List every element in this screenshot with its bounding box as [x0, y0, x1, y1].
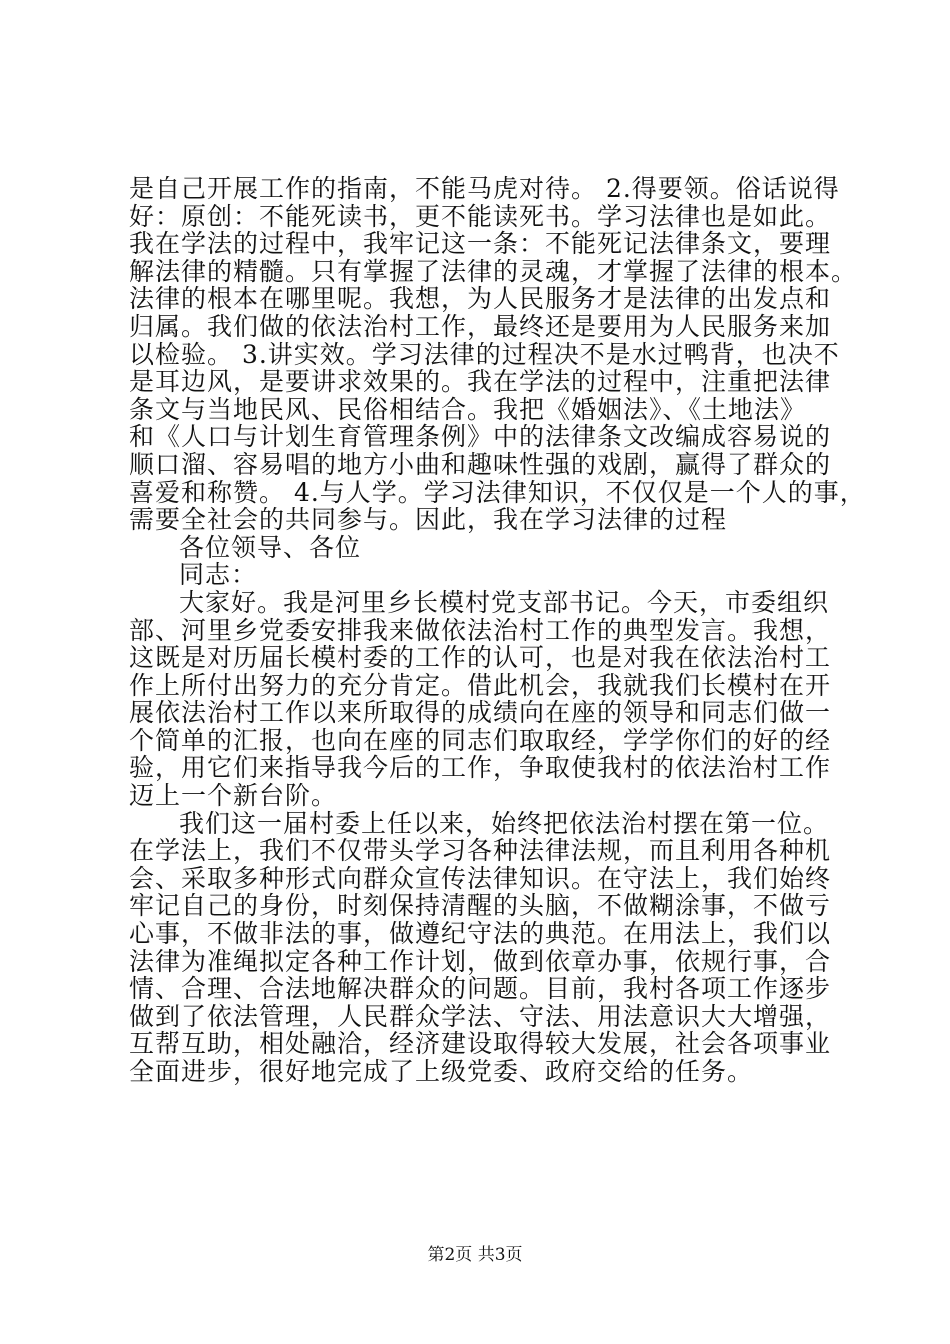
- text-line: 需要全社会的共同参与。因此，我在学习法律的过程: [129, 505, 728, 535]
- text-line: 法律为准绳拟定各种工作计划，做到依章办事，依规行事，合: [129, 946, 832, 976]
- page-footer: [0, 1245, 950, 1265]
- text-line: 这既是对历届长模村委的工作的认可，也是对我在依法治村工: [129, 643, 832, 673]
- text-line: 验，用它们来指导我今后的工作，争取使我村的依法治村工作: [129, 753, 832, 783]
- text-line: 在学法上，我们不仅带头学习各种法律法规，而且利用各种机: [129, 836, 832, 866]
- page-indicator: 第2页 共3页: [427, 1245, 523, 1265]
- text-line: 是耳边风，是要讲求效果的。我在学法的过程中，注重把法律: [129, 367, 832, 397]
- text-line: 我在学法的过程中，我牢记这一条：不能死记法律条文，要理: [129, 229, 832, 259]
- text-line: 是自己开展工作的指南，不能马虎对待。 2.得要领。俗话说得: [129, 174, 840, 203]
- text-line: 喜爱和称赞。 4.与人学。学习法律知识，不仅仅是一个人的事，: [129, 477, 866, 507]
- paragraph-first-line: 大家好。我是河里乡长模村党支部书记。今天，市委组织: [179, 587, 830, 617]
- text-line: 作上所付出努力的充分肯定。借此机会，我就我们长模村在开: [129, 670, 832, 700]
- text-line: 做到了依法管理，人民群众学法、守法、用法意识大大增强，: [129, 1001, 832, 1031]
- text-line: 归属。我们做的依法治村工作，最终还是要用为人民服务来加: [129, 311, 832, 341]
- text-line: 和《人口与计划生育管理条例》中的法律条文改编成容易说的: [129, 422, 832, 452]
- text-line: 迈上一个新台阶。: [129, 781, 338, 811]
- text-line: 顺口溜、容易唱的地方小曲和趣味性强的戏剧，赢得了群众的: [129, 449, 832, 479]
- text-line: 个简单的汇报，也向在座的同志们取取经，学学你们的好的经: [129, 725, 832, 755]
- body-text: [129, 174, 866, 1086]
- text-line: 解法律的精髓。只有掌握了法律的灵魂，才掌握了法律的根本。: [129, 256, 858, 286]
- text-line: 条文与当地民风、民俗相结合。我把《婚姻法》、《土地法》: [129, 394, 807, 424]
- text-line: 好：原创：不能死读书，更不能读死书。学习法律也是如此。: [129, 201, 832, 231]
- text-line: 会、采取多种形式向群众宣传法律知识。在守法上，我们始终: [129, 863, 832, 893]
- text-line: 以检验。 3.讲实效。学习法律的过程决不是水过鸭背，也决不: [129, 339, 840, 369]
- paragraph-first-line: 我们这一届村委上任以来，始终把依法治村摆在第一位。: [179, 808, 830, 838]
- text-line: 全面进步，很好地完成了上级党委、政府交给的任务。: [129, 1057, 754, 1086]
- text-line: 心事，不做非法的事，做遵纪守法的典范。在用法上，我们以: [129, 919, 832, 949]
- text-line: 展依法治村工作以来所取得的成绩向在座的领导和同志们做一: [129, 698, 832, 728]
- salutation-line: 同志：: [179, 560, 258, 590]
- text-line: 牢记自己的身份，时刻保持清醒的头脑，不做糊涂事，不做亏: [129, 891, 832, 921]
- text-line: 互帮互助，相处融洽，经济建设取得较大发展，社会各项事业: [129, 1029, 832, 1059]
- text-line: 情、合理、合法地解决群众的问题。目前，我村各项工作逐步: [129, 974, 832, 1004]
- text-line: 部、河里乡党委安排我来做依法治村工作的典型发言。我想，: [129, 615, 832, 645]
- salutation-line: 各位领导、各位: [179, 532, 362, 562]
- text-line: 法律的根本在哪里呢。我想，为人民服务才是法律的出发点和: [129, 284, 832, 314]
